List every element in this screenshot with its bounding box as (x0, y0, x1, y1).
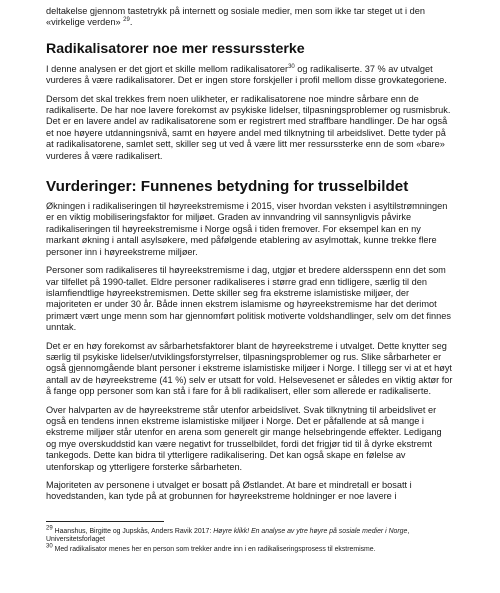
footnote-ref-29[interactable]: 29 (123, 17, 130, 24)
paragraph: Dersom det skal trekkes frem noen ulikheter, er radikalisatorene noe mindre sårbare enn de radikaliserte. De har noe lavere forekomst av psykiske lidelser, tilpasningsproblemer og rusmisbruk. Det er en lavere andel av radikalisatorene som er registrert med straffbare handlinger. De har også et noe høyere utdanningsnivå, samt en høyere andel med tilknytning til arbeidslivet. Dette tyder på at radikalisatorene, samlet sett, skiller seg ut ved å være litt mer ressurssterke enn de som «bare» vurderes å være radikalisert. (46, 93, 451, 161)
paragraph: Det er en høy forekomst av sårbarhetsfaktorer blant de høyreekstreme i utvalget. Dette knytter seg særlig til psykiske lidelser/utviklingsforstyrrelser, tilpasningsproblemer og rus. Slike sårbarheter er også gjennomgående blant personer i ekstreme islamistiske miljøer i Norge. I tillegg ser vi at et høyt antall av de høyreekstreme (41 %) selv er utsatt for vold. Helsevesenet er således en viktig aktør for å fange opp personer som kan stå i fare for å bli radikalisert, eller som allerede er radikaliserte. (46, 340, 453, 397)
paragraph: Majoriteten av personene i utvalget er bosatt på Østlandet. At bare et mindretall er bosatt i hovedstanden, kan tyde på at grobunnen for høyreekstreme holdninger er noe lavere i (46, 480, 412, 502)
paragraph: Over halvparten av de høyreekstreme står utenfor arbeidslivet. Svak tilknytning til arbeidslivet er også en tendens innen ekstreme islamistiske miljøer i Norge. Det er påfallende at så mange i ekstreme miljøer står utenfor en arena som generelt gir mange helsebringende effekter. Ledigang og mye overskuddstid kan være negativt for trusselbildet, fordi det frigjør tid til å dyrke ekstremt tankegods. Dette kan bidra til ytterligere radikalisering. Det kan også skape en følelse av utenforskap og ytterligere forsterke sårbarheten. (46, 404, 442, 472)
paragraph: Personer som radikaliseres til høyreekstremisme i dag, utgjør et bredere aldersspenn enn det som var tilfellet på 1990-tallet. Eldre personer radikaliseres i større grad enn tidligere, særlig til den islamfiendtlige høyreekstremismen. Dette skiller seg fra ekstreme islamistiske miljøer, der majoriteten er under 30 år. Både innen ekstrem islamisme og høyreekstremisme har det derimot primært vært unge menn som har gjennomført politisk motiverte voldshandlinger, selv om det finnes unntak. (46, 265, 451, 333)
footnote-30: $^{30}$ Med radikalisator menes her en person som trekker andre inn i en radikaliseringsprosess til ekstremisme. (46, 543, 376, 553)
paragraph: I denne analysen er det gjort et skille mellom radikalisatorer$^{30}$ og radikaliserte. 37 % av utvalget vurderes å være radikalisatorer. Det er ingen store forskjeller i profil mellom disse grovkategoriene. (46, 63, 447, 86)
intro-paragraph: deltakelse gjennom tastetrykk på internett og sosiale medier, men som ikke tar steget ut i den «virkelige verden» $^{29}$. (46, 6, 425, 28)
section-heading-vurderinger: Vurderinger: Funnenes betydning for trusselbildet (46, 178, 409, 196)
section-heading-radikalisatorer: Radikalisatorer noe mer ressurssterke (46, 40, 305, 57)
paragraph: Økningen i radikaliseringen til høyreekstremisme i 2015, viser hvordan veksten i asyltilstrømningen er en viktig mobiliseringsfaktor for miljøet. Graden av innvandring vil sannsynligvis påvirke radikaliseringen til høyreekstremisme i Norge også i tiden fremover. For eksempel kan en ny markant økning i antall asylsøkere, med påfølgende etablering av asylmottak, kunne trekke flere personer inn i høyreekstreme miljøer. (46, 201, 448, 257)
footnote-ref-30[interactable]: 30 (288, 63, 295, 70)
footnote-divider (46, 521, 164, 522)
footnote-29: $^{29}$ Haanshus, Birgitte og Jupskås, Anders Ravik 2017: Høyre klikk! En analyse av ytre høyre på sosiale medier i Norge, Universitetsforlaget (46, 525, 410, 544)
